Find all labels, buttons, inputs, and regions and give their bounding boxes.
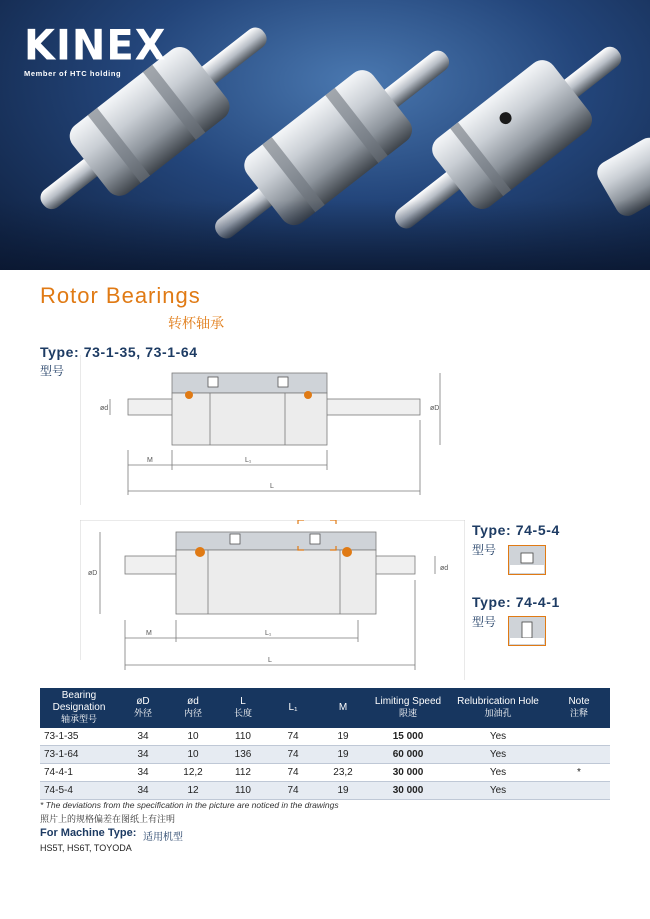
cell-note	[548, 782, 610, 800]
col-m: M	[318, 688, 368, 728]
cell-relubrication: Yes	[448, 764, 548, 782]
cell-speed: 30 000	[368, 782, 448, 800]
cell-designation: 73-1-35	[40, 728, 118, 746]
table-row	[40, 782, 610, 800]
label-D-2: øD	[88, 570, 98, 577]
cell-inner-diameter: 10	[168, 728, 218, 746]
cell-inner-diameter: 12,2	[168, 764, 218, 782]
col-limiting-speed: Limiting Speed 限速	[368, 688, 448, 728]
footnote: * The deviations from the specification in the picture are noticed in the drawings	[40, 800, 339, 810]
cell-outer-diameter: 34	[118, 728, 168, 746]
machine-type-list: HS5T, HS6T, TOYODA	[40, 843, 132, 853]
hero-banner	[0, 0, 650, 270]
page-title: Rotor Bearings	[40, 283, 201, 308]
cell-length: 110	[218, 782, 268, 800]
cell-inner-diameter: 10	[168, 746, 218, 764]
machine-type-label: For Machine Type:	[40, 827, 137, 839]
label-D: øD	[430, 405, 440, 412]
machine-type-label-cn: 适用机型	[143, 832, 183, 843]
cell-note	[548, 746, 610, 764]
table-row	[40, 764, 610, 782]
cell-speed: 60 000	[368, 746, 448, 764]
page-title-cn: 转杯轴承	[168, 316, 224, 332]
cell-l1: 74	[268, 764, 318, 782]
col-length: L 长度	[218, 688, 268, 728]
cell-relubrication: Yes	[448, 782, 548, 800]
label-d: ød	[100, 405, 109, 412]
label-L1: L₁	[245, 457, 252, 464]
col-designation: Bearing Designation 轴承型号	[40, 688, 118, 728]
cell-m: 23,2	[318, 764, 368, 782]
cell-designation: 73-1-64	[40, 746, 118, 764]
type-heading-73: Type: 73-1-35, 73-1-64	[40, 344, 198, 360]
col-l1: L₁	[268, 688, 318, 728]
cell-l1: 74	[268, 782, 318, 800]
col-inner-diameter: ød 内径	[168, 688, 218, 728]
drawing-type-74	[80, 520, 465, 680]
label-d-2: ød	[440, 565, 449, 572]
kinex-logo	[24, 21, 167, 78]
cell-outer-diameter: 34	[118, 746, 168, 764]
logo-tagline: Member of HTC holding	[24, 69, 122, 78]
cell-length: 110	[218, 728, 268, 746]
cell-m: 19	[318, 782, 368, 800]
thumb-74-4-1	[508, 616, 546, 646]
cell-outer-diameter: 34	[118, 764, 168, 782]
label-L: L	[270, 483, 274, 490]
col-outer-diameter: øD 外径	[118, 688, 168, 728]
label-M-2: M	[146, 630, 152, 637]
label-L-2: L	[268, 657, 272, 664]
col-relubrication: Relubrication Hole 加油孔	[448, 688, 548, 728]
cell-l1: 74	[268, 746, 318, 764]
cell-m: 19	[318, 746, 368, 764]
label-L1-2: L₁	[265, 630, 272, 637]
cell-m: 19	[318, 728, 368, 746]
cell-relubrication: Yes	[448, 728, 548, 746]
type-heading-74-5-4-cn: 型号	[472, 543, 497, 557]
thumb-74-5-4	[508, 545, 546, 575]
table-header-row	[40, 688, 610, 728]
type-heading-74-4-1-cn: 型号	[472, 615, 497, 629]
cell-outer-diameter: 34	[118, 782, 168, 800]
table-row	[40, 746, 610, 764]
cell-length: 136	[218, 746, 268, 764]
drawing-type-73	[80, 355, 465, 505]
type-heading-73-cn: 型号	[40, 364, 65, 378]
cell-designation: 74-5-4	[40, 782, 118, 800]
footnote-cn: 照片上的规格偏差在图纸上有注明	[40, 815, 176, 825]
type-heading-74-4-1: Type: 74-4-1	[472, 594, 560, 610]
cell-speed: 30 000	[368, 764, 448, 782]
cell-relubrication: Yes	[448, 746, 548, 764]
type-heading-74-5-4: Type: 74-5-4	[472, 522, 560, 538]
cell-note: *	[548, 764, 610, 782]
col-note: Note 注释	[548, 688, 610, 728]
cell-designation: 74-4-1	[40, 764, 118, 782]
cell-speed: 15 000	[368, 728, 448, 746]
cell-inner-diameter: 12	[168, 782, 218, 800]
table-row	[40, 728, 610, 746]
logo-wordmark: KINEX	[24, 21, 167, 71]
label-M: M	[147, 457, 153, 464]
cell-l1: 74	[268, 728, 318, 746]
cell-note	[548, 728, 610, 746]
cell-length: 112	[218, 764, 268, 782]
spec-table	[40, 688, 610, 800]
